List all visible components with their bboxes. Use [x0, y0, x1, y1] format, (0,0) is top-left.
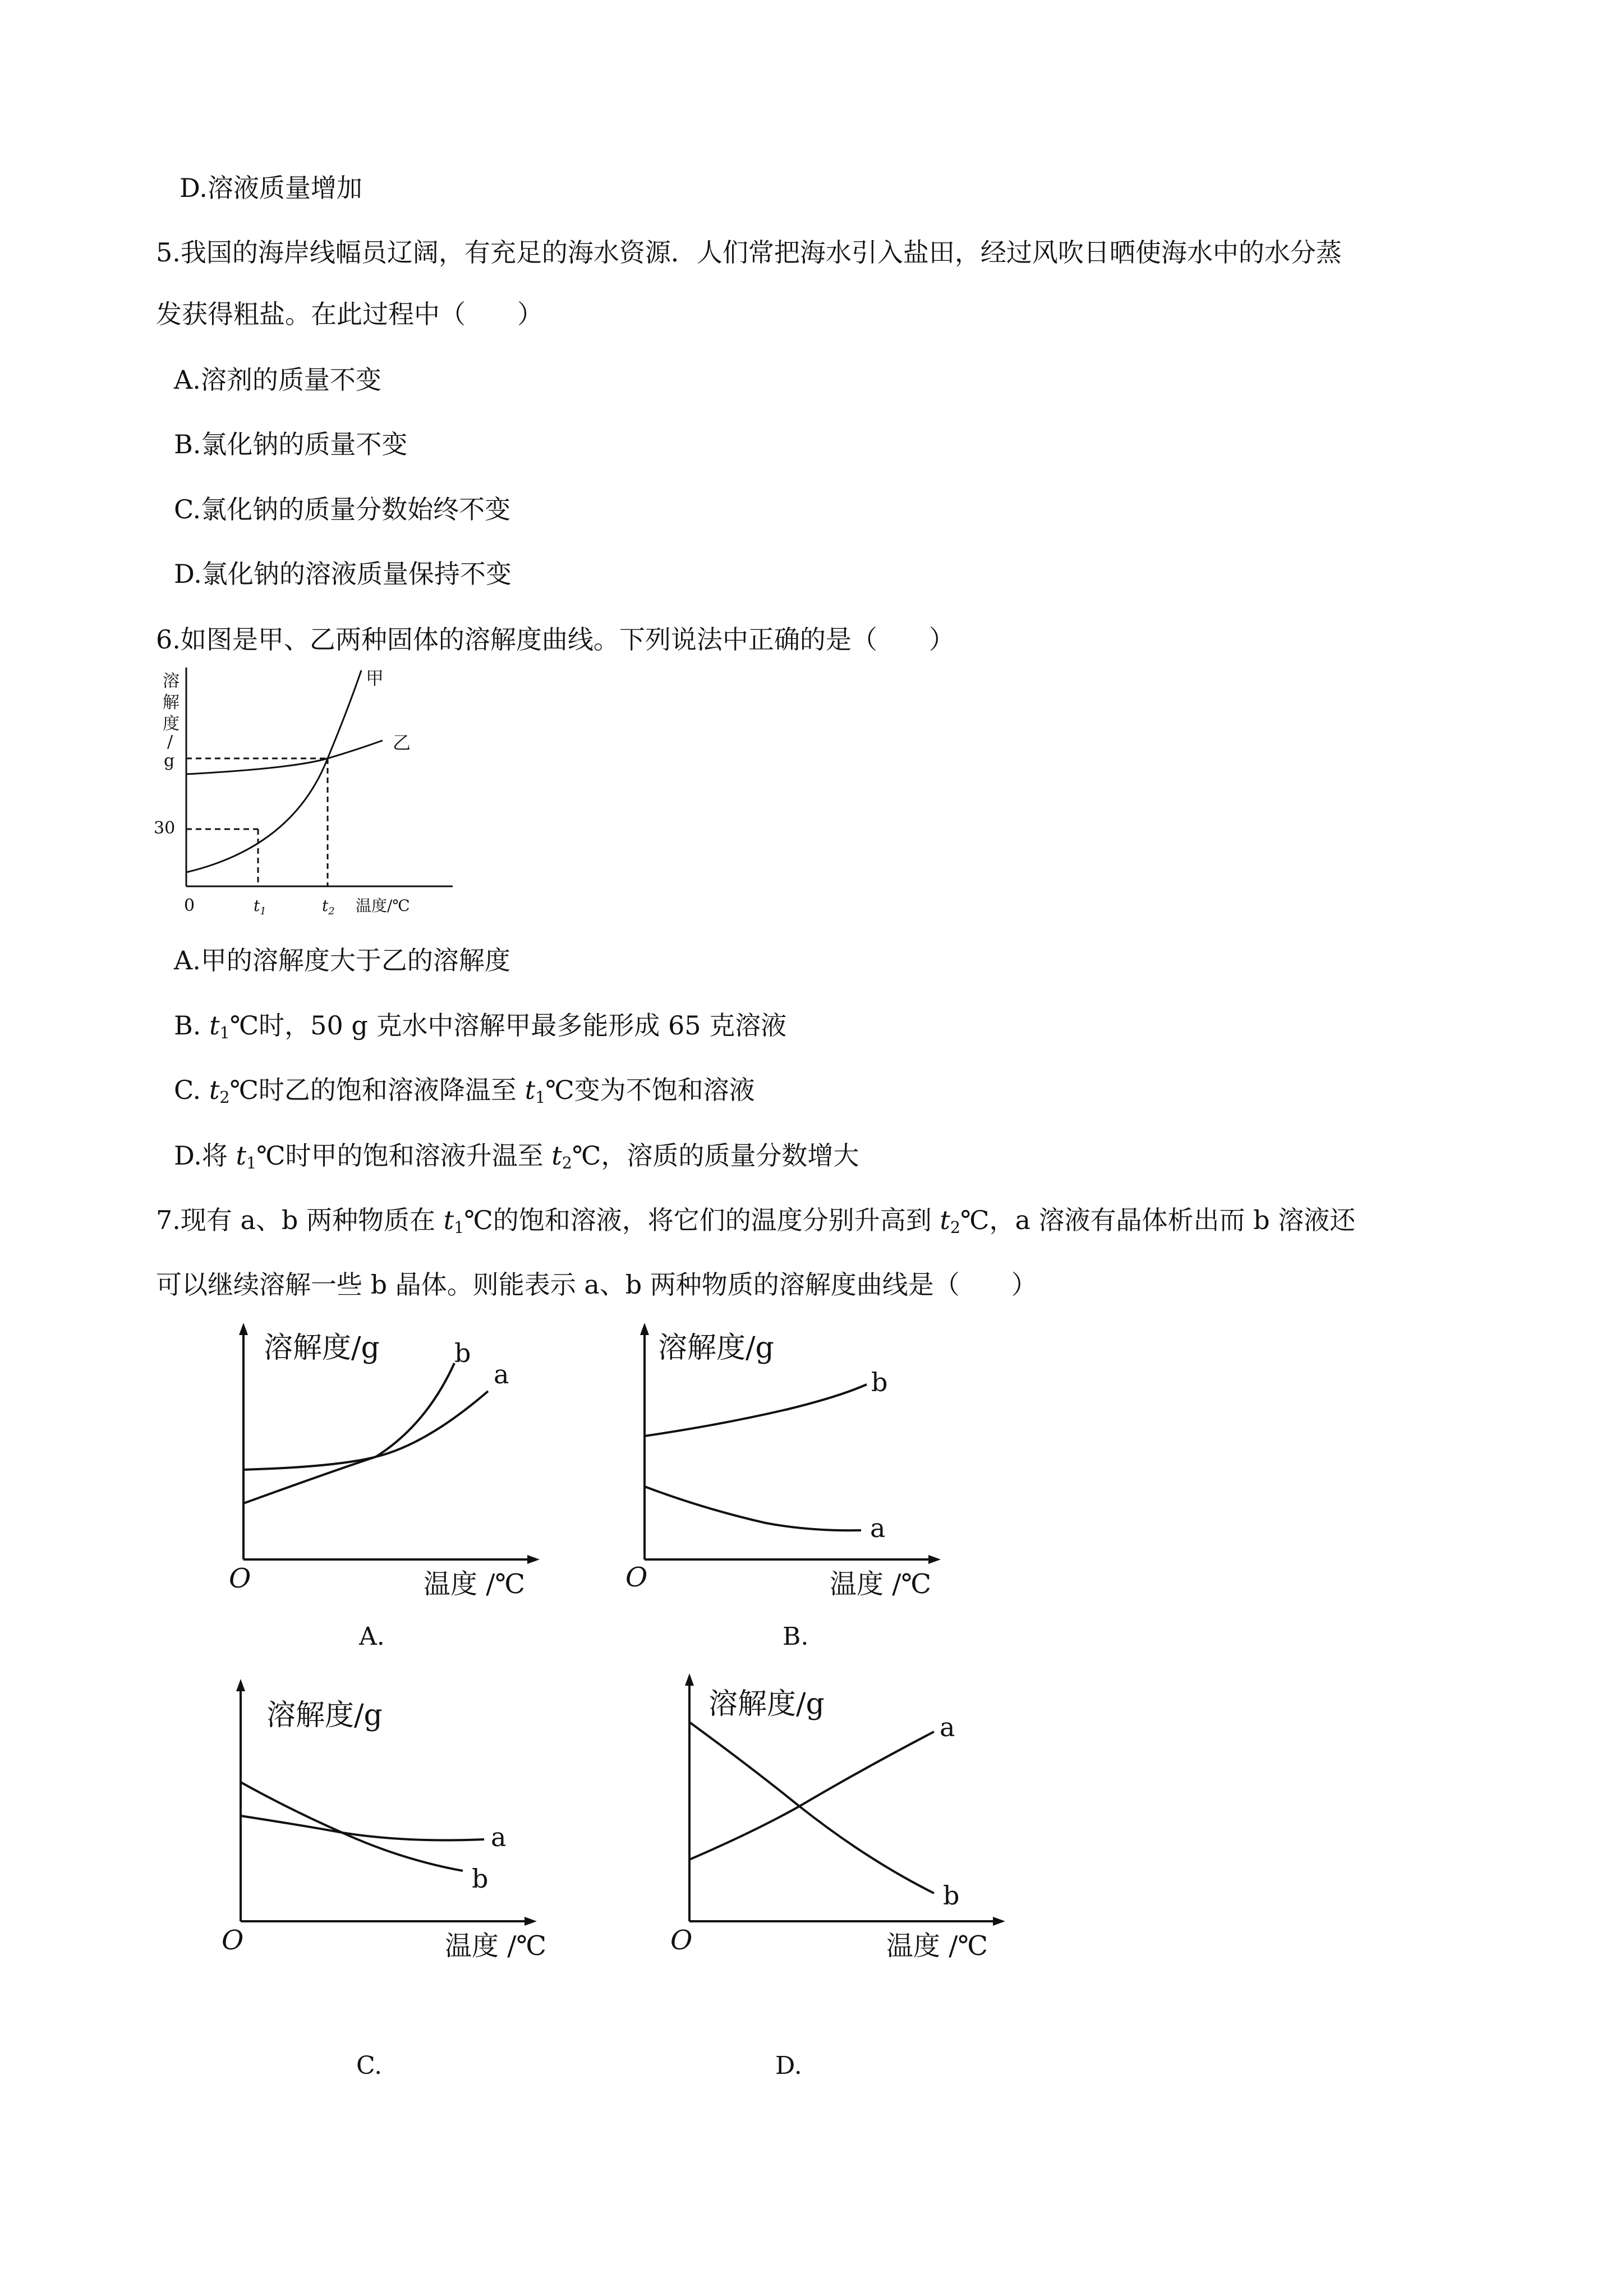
q7-graph-c-curve-a: [241, 1816, 484, 1841]
q7-graph-c: [222, 1674, 569, 1977]
q6-option-b-prefix: B.: [174, 1010, 210, 1041]
q7-graph-d-y-label: 溶解度/g: [709, 1687, 825, 1721]
svg-text:t2: [322, 896, 335, 917]
q7-graph-a-label-a: a: [494, 1359, 509, 1389]
q7-graph-c-x-label: 温度 /℃: [445, 1930, 547, 1962]
q7-graph-b-x-label: 温度 /℃: [830, 1568, 932, 1600]
q6-t1-label: t: [254, 896, 260, 915]
q7-graph-a-origin: O: [229, 1563, 251, 1594]
q6-y-label-char-4: /: [167, 732, 173, 752]
q7-graph-b-origin: O: [625, 1562, 648, 1593]
q7-graph-b: [625, 1318, 973, 1610]
q7-graph-d-label-b: b: [943, 1880, 960, 1911]
q7-caption-d: D.: [775, 2051, 802, 2080]
q6-y-tick-30: 30: [154, 818, 176, 838]
q6-t2-label: t: [322, 896, 329, 915]
q7-graph-c-origin: O: [222, 1925, 244, 1956]
q6-t2-sub: 2: [328, 905, 335, 917]
q7-stem-c: ℃，a 溶液有晶体析出而 b 溶液还: [960, 1205, 1356, 1235]
q6-option-c: [174, 1073, 755, 1115]
q6-y-label-char-1: 溶: [163, 671, 180, 691]
q7-graph-a-curve-b: [243, 1363, 454, 1503]
q7-graph-b-y-label: 溶解度/g: [658, 1331, 774, 1365]
q7-graph-b-curve-b: [645, 1384, 867, 1436]
q7-graph-c-label-a: a: [491, 1822, 507, 1852]
q5-option-b: B.氯化钠的质量不变: [174, 429, 408, 459]
q7-graph-c-curve-b: [241, 1782, 463, 1871]
q7-graph-c-y-label: 溶解度/g: [266, 1699, 383, 1732]
q7-graph-d-label-a: a: [940, 1712, 955, 1742]
q7-graph-a-curve-a: [243, 1391, 488, 1470]
q5-option-d: D.氯化钠的溶液质量保持不变: [174, 559, 512, 589]
q6-option-d-t2: t: [551, 1140, 562, 1171]
q6-option-b-rest: ℃时，50 g 克水中溶解甲最多能形成 65 克溶液: [229, 1010, 787, 1041]
q7-graph-a-y-label: 溶解度/g: [264, 1331, 380, 1365]
q7-stem-line2: 可以继续溶解一些 b 晶体。则能表示 a、b 两种物质的溶解度曲线是（ ）: [156, 1269, 1037, 1300]
q6-label-yi: 乙: [393, 732, 411, 753]
q6-option-d-mid: ℃时甲的饱和溶液升温至: [256, 1140, 552, 1171]
q6-label-jia: 甲: [366, 668, 384, 689]
q5-option-c: C.氯化钠的质量分数始终不变: [174, 494, 511, 524]
q6-option-c-sub: 2: [219, 1088, 230, 1107]
q7-stem-a: 7.现有 a、b 两种物质在: [156, 1205, 444, 1235]
q7-stem-b: ℃的饱和溶液，将它们的温度分别升高到: [464, 1205, 940, 1235]
q7-stem-sub2: 2: [950, 1218, 961, 1237]
q7-stem-t2: t: [940, 1205, 950, 1235]
q5-option-a: A.溶剂的质量不变: [174, 365, 381, 395]
q6-stem: 6.如图是甲、乙两种固体的溶解度曲线。下列说法中正确的是（ ）: [156, 624, 955, 655]
q7-graph-a-label-b: b: [454, 1338, 471, 1368]
q6-option-c-t: t: [209, 1075, 220, 1105]
q5-stem-line2: 发获得粗盐。在此过程中（ ）: [156, 299, 543, 329]
q6-solubility-figure: [147, 662, 461, 931]
q6-option-c-mid: ℃时乙的饱和溶液降温至: [229, 1075, 525, 1105]
q6-option-c-t2: t: [525, 1075, 536, 1105]
q6-option-c-prefix: C.: [174, 1075, 209, 1105]
q6-option-a: A.甲的溶解度大于乙的溶解度: [174, 945, 510, 976]
q7-graph-a: [224, 1318, 572, 1610]
q7-graph-b-curve-a: [645, 1487, 861, 1530]
q6-y-label-char-5: g: [164, 751, 175, 771]
q7-graph-b-label-a: a: [870, 1513, 886, 1543]
q6-origin-label: 0: [184, 896, 195, 915]
q6-option-d-sub2: 2: [562, 1154, 572, 1173]
q6-x-label: 温度/℃: [356, 896, 410, 915]
q4-option-d: D.溶液质量增加: [180, 173, 362, 203]
q6-option-b-t: t: [209, 1010, 220, 1041]
q6-curve-jia: [186, 670, 361, 872]
q7-graph-d-origin: O: [670, 1925, 693, 1956]
q6-option-d-t: t: [236, 1140, 246, 1171]
q7-graph-d-curve-b: [689, 1722, 934, 1893]
q6-option-d-sub: 1: [246, 1154, 257, 1173]
q7-stem-t: t: [443, 1205, 454, 1235]
q6-t1-sub: 1: [260, 905, 266, 917]
q7-graph-c-label-b: b: [472, 1864, 489, 1894]
q7-graph-b-label-b: b: [871, 1367, 888, 1397]
q6-y-label-char-3: 度: [163, 714, 180, 734]
q6-option-d-prefix: D.将: [174, 1140, 236, 1171]
q6-y-label-char-2: 解: [163, 693, 180, 712]
q6-option-d: [174, 1139, 859, 1180]
q7-caption-b: B.: [783, 1622, 809, 1651]
q7-graph-d-curve-a: [689, 1732, 934, 1860]
q7-stem-sub: 1: [454, 1218, 464, 1237]
q7-graph-d-x-label: 温度 /℃: [886, 1930, 988, 1962]
q6-option-b-sub: 1: [219, 1024, 230, 1043]
q7-stem-line1: [156, 1203, 1355, 1245]
svg-text:t1: [254, 896, 266, 917]
q5-stem-line1: 5.我国的海岸线幅员辽阔，有充足的海水资源．人们常把海水引入盐田，经过风吹日晒使海水中的水分蒸: [156, 237, 1342, 268]
q6-option-b: [174, 1009, 786, 1050]
q6-curve-yi: [186, 740, 383, 774]
q6-option-d-rest: ℃，溶质的质量分数增大: [572, 1140, 859, 1171]
q7-graph-a-x-label: 温度 /℃: [424, 1568, 526, 1600]
q7-graph-d: [670, 1669, 1029, 1977]
q6-option-c-sub2: 1: [535, 1088, 546, 1107]
q7-caption-a: A.: [359, 1622, 385, 1651]
q7-caption-c: C.: [356, 2051, 383, 2080]
q6-option-c-rest: ℃变为不饱和溶液: [545, 1075, 755, 1105]
